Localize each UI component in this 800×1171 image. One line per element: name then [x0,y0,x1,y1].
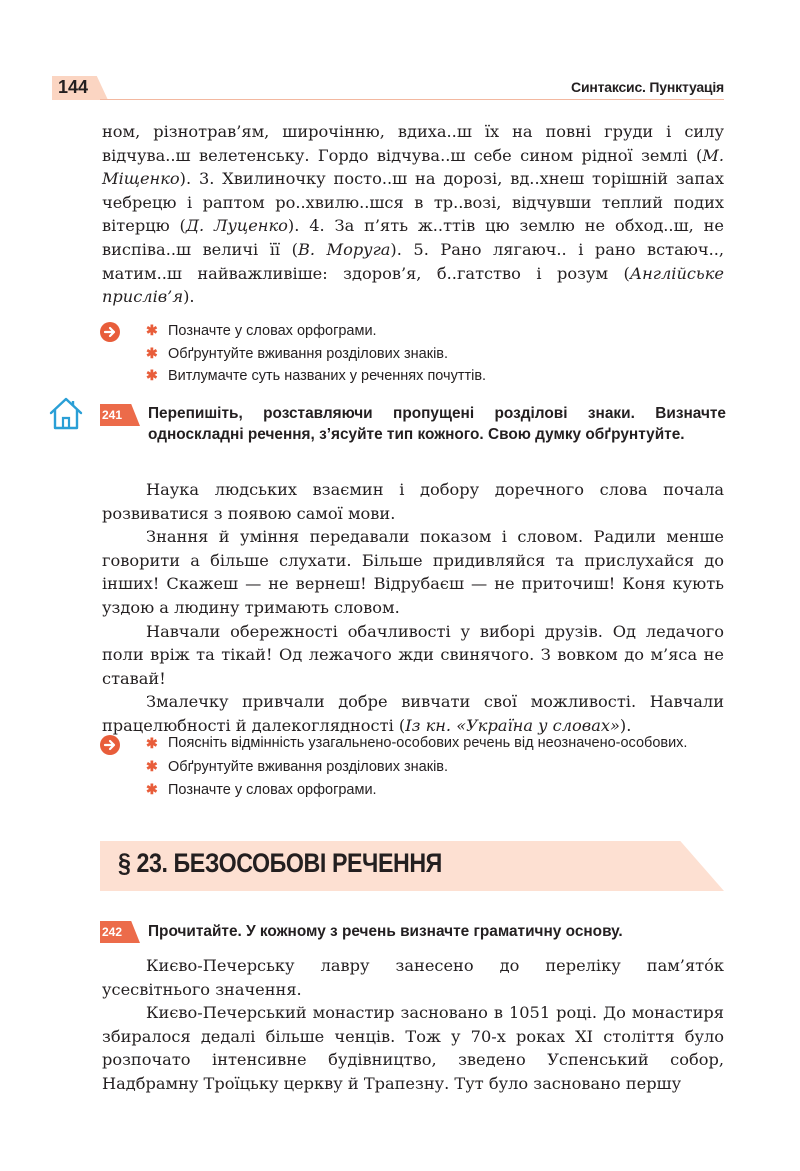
task-item: ✱ Позначте у словах орфограми. [146,322,377,339]
asterisk-icon: ✱ [146,780,158,797]
paragraph: Знання й уміння передавали показом і словом. Радили менше говорити а більше слухати. Більше придивляйся та прислухайся до інших! Скажеш — не вернеш! Відрубаєш — не приточиш! Коня кують уздою а людину тримають словом. [102,527,724,617]
author-citation: Д. Луценко [185,216,288,236]
asterisk-icon: ✱ [146,322,158,338]
task-arrow-icon [100,735,120,755]
asterisk-icon: ✱ [146,735,158,751]
header-divider [100,99,724,100]
asterisk-icon: ✱ [146,758,158,774]
author-citation: М. Міщенко [102,145,724,189]
paragraph: Наука людських взаємин і добору доречного слова почала розвиватися з появою самої мови. [102,480,724,523]
exercise-instruction: Перепишіть, розставляючи пропущені розділові знаки. Визначте односкладні речення, з’ясуйте тип кожного. Свою думку обґрунтуйте. [148,405,726,443]
continuation-text: ном, різнотрав’ям, широчінню, вдиха..ш їх на повні груди і силу відчува..ш велетенську. Гордо відчува..ш себе сином рідної землі (М. Міщенко). 3. Хвилиночку посто..ш на дорозі, вд..хнеш торішній запах чебрецю і раптом ро..хвилю..шся в тр..возі, відчувши теплий подих вітерцю (Д. Луценко). 4. За п’ять ж..ттів цю землю не обход..ш, не виспіва..ш величі її (В. Моруга). 5. Рано лягаюч.. і рано встаюч.., матим..ш найважливіше: здоров’я, б..гатство і розум (Англійське прислів’я). [102,122,725,307]
paragraph: Змалечку привчали добре вивчати свої можливості. Навчали працелюбності й далекоглядності (Із кн. «Україна у словах»). [102,692,724,735]
paragraph: Києво-Печерську лавру занесено до переліку пам’ято́к усесвітнього значення. [102,956,724,999]
exercise-text [102,954,724,1096]
task-item: ✱ Витлумачте суть названих у реченнях почуттів. [146,367,487,385]
paragraph: Навчали обережності обачливості у виборі друзів. Од ледачого поли вріж та тікай! Од лежачого жди свинячого. З вовком до м’яса не ставай! [102,621,724,688]
asterisk-icon: ✱ [146,367,158,384]
task-arrow-icon [100,322,120,342]
exercise-number: 241 [102,408,123,422]
source-citation: Із кн. «Україна у словах» [405,715,620,735]
task-item: ✱ Обґрунтуйте вживання розділових знаків. [146,758,449,775]
proverb-citation: Англійське прислів’я [102,263,724,307]
task-item: ✱ Поясніть відмінність узагальнено-особових речень від неозначено-особових. [146,735,688,751]
exercise-instruction: Прочитайте. У кожному з речень визначте граматичну основу. [148,923,623,940]
page-number: 144 [58,77,89,97]
exercise-text [102,478,724,738]
task-list-1 [146,320,736,388]
asterisk-icon: ✱ [146,344,158,361]
section-title: § 23. БЕЗОСОБОВІ РЕЧЕННЯ [118,848,442,878]
task-item: ✱ Позначте у словах орфограми. [146,780,377,798]
running-title: Синтаксис. Пунктуація [571,79,724,95]
task-item: ✱ Обґрунтуйте вживання розділових знаків. [146,344,449,362]
task-list-2 [146,733,726,801]
author-citation: В. Моруга [297,239,391,259]
home-task-icon [48,395,84,431]
paragraph: Києво-Печерський монастир засновано в 1051 році. До монастиря збиралося дедалі більше ченців. Тож у 70-х роках XI століття було розпочато інтенсивне будівництво, зведено Успенський собор, Надбрамну Троїцьку церкву й Трапезну. Тут було засновано першу [102,1003,724,1093]
exercise-number: 242 [102,925,123,939]
